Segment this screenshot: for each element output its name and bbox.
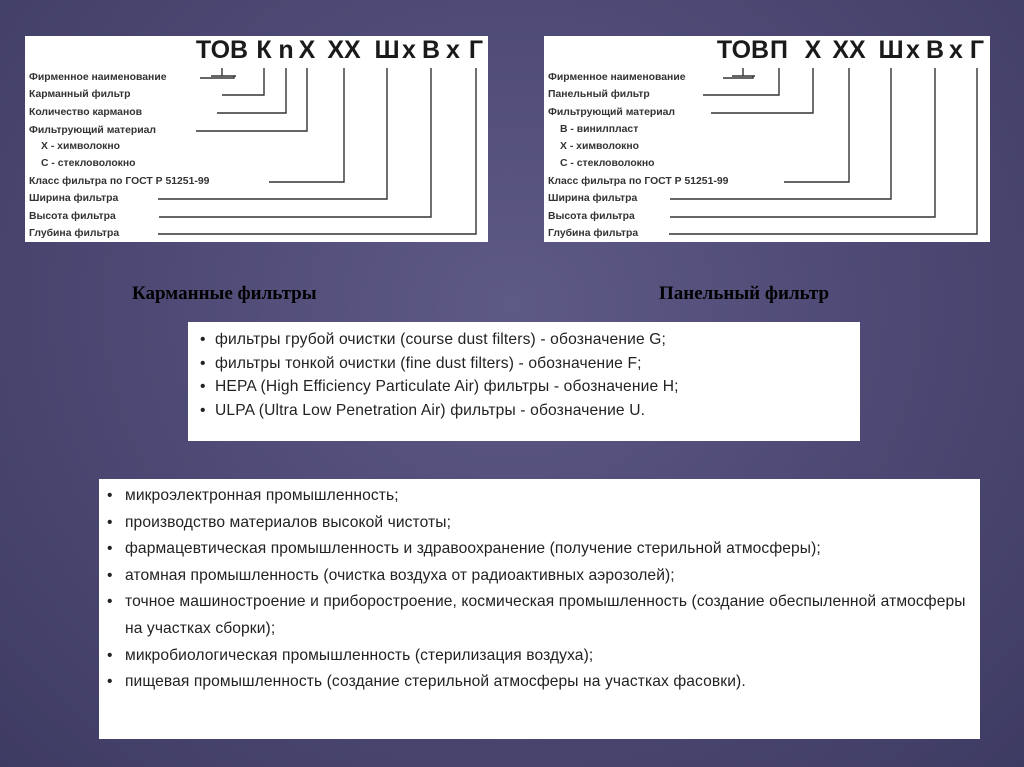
label-brand-name: Фирменное наименование xyxy=(29,72,167,83)
list-item xyxy=(200,375,855,399)
list-item xyxy=(107,589,969,642)
bullet: • xyxy=(107,566,113,584)
code-part: х xyxy=(949,36,963,64)
leader-line xyxy=(158,68,476,234)
application-text: атомная промышленность (очистка воздуха от радиоактивных аэрозолей); xyxy=(125,566,675,584)
bullet: • xyxy=(107,513,113,531)
label-pocket-count: Количество карманов xyxy=(29,107,142,118)
leader-line xyxy=(222,68,264,95)
label-width: Ширина фильтра xyxy=(29,193,119,204)
code-part: ТОВ xyxy=(195,36,249,64)
list-item xyxy=(107,536,969,563)
label-filter-class: Класс фильтра по ГОСТ Р 51251-99 xyxy=(548,176,729,187)
bullet: • xyxy=(107,646,113,664)
filter-type-text: фильтры тонкой очистки (fine dust filters) - обозначение F; xyxy=(215,354,642,372)
leader-line xyxy=(200,68,236,78)
applications-panel xyxy=(99,479,980,739)
filter-type-text: фильтры грубой очистки (course dust filters) - обозначение G; xyxy=(215,331,667,348)
list-item xyxy=(107,510,969,537)
leader-line xyxy=(703,68,779,95)
filter-type-text: HEPA (High Efficiency Particulate Air) фильтры - обозначение H; xyxy=(215,378,679,395)
label-filter-class: Класс фильтра по ГОСТ Р 51251-99 xyxy=(29,176,210,187)
bullet: • xyxy=(107,593,113,611)
applications-list xyxy=(107,483,969,696)
code-part: х xyxy=(906,36,920,64)
leader-line xyxy=(711,68,813,113)
list-item xyxy=(107,643,969,670)
leader-line xyxy=(784,68,849,182)
filter-types-list xyxy=(200,328,855,422)
filter-types-panel xyxy=(188,322,860,441)
label-material-option: С - стекловолокно xyxy=(41,158,136,169)
list-item xyxy=(107,563,969,590)
leader-line xyxy=(723,68,755,78)
code-part: ХХ xyxy=(832,36,866,64)
application-text: микроэлектронная промышленность; xyxy=(125,487,399,504)
label-filter-type: Панельный фильтр xyxy=(548,89,650,100)
leader-line xyxy=(670,68,935,217)
code-part: n xyxy=(278,36,294,64)
label-material-option: Х - химволокно xyxy=(41,141,120,152)
list-item xyxy=(200,352,855,376)
application-text: микробиологическая промышленность (стерилизация воздуха); xyxy=(125,646,594,664)
code-part: В xyxy=(925,36,945,64)
code-part: х xyxy=(402,36,416,64)
caption-pocket-filters: Карманные фильтры xyxy=(132,283,317,304)
bullet: • xyxy=(107,487,113,504)
label-filter-material: Фильтрующий материал xyxy=(548,107,676,118)
bullet: • xyxy=(200,331,206,348)
code-part: х xyxy=(446,36,460,64)
leader-line xyxy=(217,68,286,113)
bullet: • xyxy=(107,540,113,558)
label-width: Ширина фильтра xyxy=(548,193,638,204)
code-part: ХХ xyxy=(327,36,361,64)
application-text: производство материалов высокой чистоты; xyxy=(125,513,452,531)
right-designation-diagram xyxy=(544,36,990,242)
label-height: Высота фильтра xyxy=(29,211,116,222)
label-depth: Глубина фильтра xyxy=(29,228,120,239)
list-item xyxy=(107,483,969,510)
label-filter-type: Карманный фильтр xyxy=(29,89,131,100)
filter-type-text: ULPA (Ultra Low Penetration Air) фильтры - обозначение U. xyxy=(215,401,646,419)
code-part: Х xyxy=(804,36,822,64)
list-item xyxy=(107,669,969,696)
label-material-option: Х - химволокно xyxy=(560,141,639,152)
list-item xyxy=(200,328,855,352)
label-depth: Глубина фильтра xyxy=(548,228,639,239)
code-part: Х xyxy=(298,36,316,64)
label-height: Высота фильтра xyxy=(548,211,635,222)
label-filter-material: Фильтрующий материал xyxy=(29,125,157,136)
application-text: точное машиностроение и приборостроение, космическая промышленность (создание обеспыленной атмосферы на участках сборки); xyxy=(125,593,966,637)
leader-line xyxy=(669,68,977,234)
bullet: • xyxy=(200,401,206,419)
code-part: В xyxy=(421,36,441,64)
left-designation-diagram xyxy=(25,36,488,242)
application-text: фармацевтическая промышленность и здравоохранение (получение стерильной атмосферы); xyxy=(125,540,821,558)
code-part: П xyxy=(770,36,788,64)
left-designation-panel xyxy=(25,36,488,242)
caption-panel-filter: Панельный фильтр xyxy=(659,283,830,304)
bullet: • xyxy=(200,354,206,372)
application-text: пищевая промышленность (создание стерильной атмосферы на участках фасовки). xyxy=(125,673,746,691)
leader-line xyxy=(159,68,431,217)
code-part: Г xyxy=(969,36,985,64)
label-material-option: С - стекловолокно xyxy=(560,158,655,169)
code-part: Г xyxy=(468,36,484,64)
bullet: • xyxy=(107,673,113,691)
code-part: Ш xyxy=(374,36,400,64)
bullet: • xyxy=(200,378,206,395)
code-part: Ш xyxy=(878,36,904,64)
right-designation-panel xyxy=(544,36,990,242)
list-item xyxy=(200,399,855,423)
label-material-option: В - винилпласт xyxy=(560,124,639,135)
label-brand-name: Фирменное наименование xyxy=(548,72,686,83)
code-part: К xyxy=(256,36,272,64)
code-part: ТОВ xyxy=(716,36,770,64)
